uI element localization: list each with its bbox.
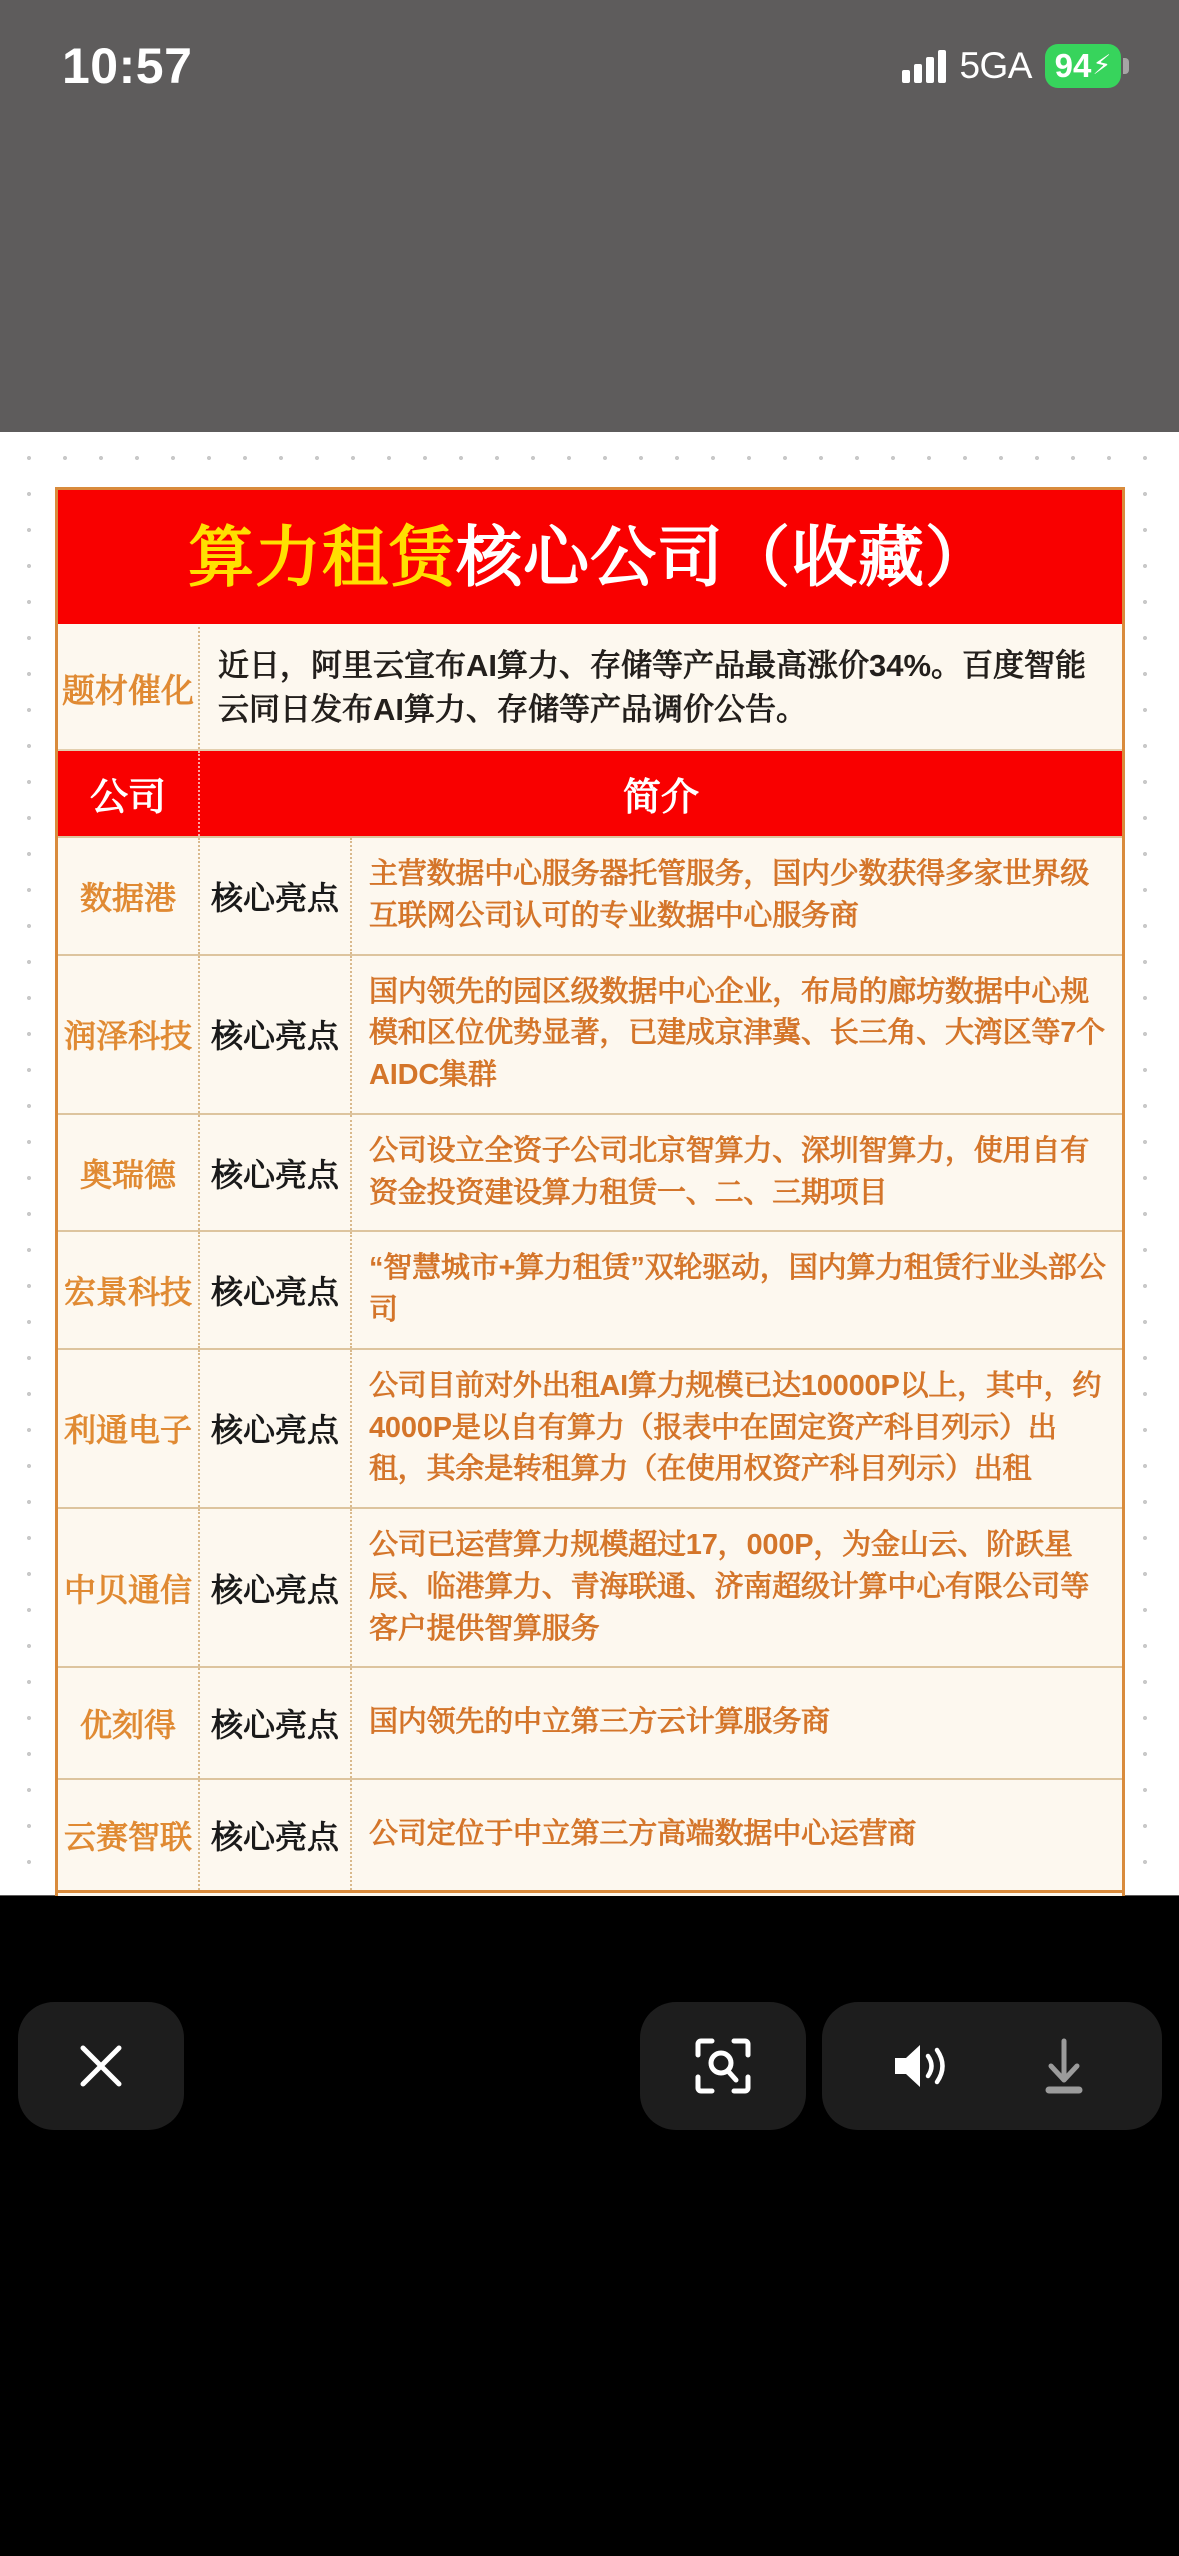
row-tag: 核心亮点 — [200, 1668, 352, 1778]
row-company: 优刻得 — [58, 1668, 200, 1778]
row-company: 奥瑞德 — [58, 1115, 200, 1231]
catalyst-text: 近日，阿里云宣布AI算力、存储等产品最高涨价34%。百度智能云同日发布AI算力、存储等产品调价公告。 — [218, 648, 1087, 728]
row-company: 宏景科技 — [58, 1232, 200, 1348]
row-tag: 核心亮点 — [200, 956, 352, 1113]
charging-bolt-icon: ⚡ — [1092, 50, 1112, 80]
row-description: 国内领先的园区级数据中心企业，布局的廊坊数据中心规模和区位优势显著，已建成京津冀、长三角、大湾区等7个AIDC集群 — [369, 975, 1105, 1092]
row-company: 数据港 — [58, 838, 200, 954]
speaker-button[interactable] — [865, 2002, 975, 2130]
row-tag: 核心亮点 — [200, 1350, 352, 1507]
table-row — [58, 836, 1122, 954]
table-row — [58, 1230, 1122, 1348]
battery-percent: 94 — [1054, 47, 1092, 84]
row-company: 润泽科技 — [58, 956, 200, 1113]
row-description: 主营数据中心服务器托管服务，国内少数获得多家世界级互联网公司认可的专业数据中心服务商 — [369, 858, 1090, 932]
row-tag: 核心亮点 — [200, 1115, 352, 1231]
table-row — [58, 1507, 1122, 1666]
row-description: 公司定位于中立第三方高端数据中心运营商 — [369, 1818, 917, 1851]
table-header-company: 公司 — [58, 751, 200, 836]
table-header-description: 简介 — [622, 777, 699, 820]
row-description: 公司设立全资子公司北京智算力、深圳智算力，使用自有资金投资建设算力租赁一、二、三期项目 — [369, 1134, 1090, 1209]
row-tag: 核心亮点 — [200, 838, 352, 954]
bottom-toolbar — [0, 1896, 1179, 2556]
audio-download-group — [822, 2002, 1162, 2130]
download-button[interactable] — [1009, 2002, 1119, 2130]
speaker-icon — [889, 2038, 951, 2094]
poster-title-highlight: 算力租赁 — [188, 520, 456, 594]
battery-indicator — [1045, 44, 1121, 88]
download-icon — [1036, 2035, 1092, 2097]
status-time: 10:57 — [62, 37, 193, 94]
network-type-label: 5GA — [959, 45, 1032, 86]
table-row — [58, 1348, 1122, 1507]
image-viewer[interactable] — [0, 432, 1179, 1895]
row-tag: 核心亮点 — [200, 1509, 352, 1666]
poster-banner — [58, 490, 1122, 627]
lens-search-button[interactable] — [640, 2002, 806, 2130]
status-indicators — [902, 38, 1121, 88]
row-tag: 核心亮点 — [200, 1780, 352, 1890]
catalyst-label: 题材催化 — [58, 627, 200, 749]
poster-title — [188, 520, 992, 594]
poster-card — [55, 487, 1125, 1956]
table-row — [58, 954, 1122, 1113]
status-bar — [0, 0, 1179, 125]
poster-title-rest: 核心公司（收藏） — [456, 520, 992, 594]
catalyst-row — [58, 627, 1122, 751]
table-row — [58, 1778, 1122, 1890]
row-company: 中贝通信 — [58, 1509, 200, 1666]
table-header-row — [58, 751, 1122, 836]
signal-bars-icon — [902, 49, 946, 83]
row-description: “智慧城市+算力租赁”双轮驱动，国内算力租赁行业头部公司 — [369, 1252, 1106, 1327]
row-company: 云赛智联 — [58, 1780, 200, 1890]
close-icon — [75, 2040, 127, 2092]
row-description: 公司目前对外出租AI算力规模已达10000P以上，其中，约4000P是以自有算力（报表中在固定资产科目列示）出租，其余是转租算力（在使用权资产科目列示）出租 — [369, 1369, 1102, 1486]
row-company: 利通电子 — [58, 1350, 200, 1507]
row-description: 公司已运营算力规模超过17，000P，为金山云、阶跃星辰、临港算力、青海联通、济南超级计算中心有限公司等客户提供智算服务 — [369, 1529, 1090, 1645]
table-row — [58, 1666, 1122, 1778]
row-description: 国内领先的中立第三方云计算服务商 — [369, 1706, 830, 1739]
row-tag: 核心亮点 — [200, 1232, 352, 1348]
table-row — [58, 1113, 1122, 1231]
scan-lens-icon — [692, 2035, 754, 2097]
close-button[interactable] — [18, 2002, 184, 2130]
